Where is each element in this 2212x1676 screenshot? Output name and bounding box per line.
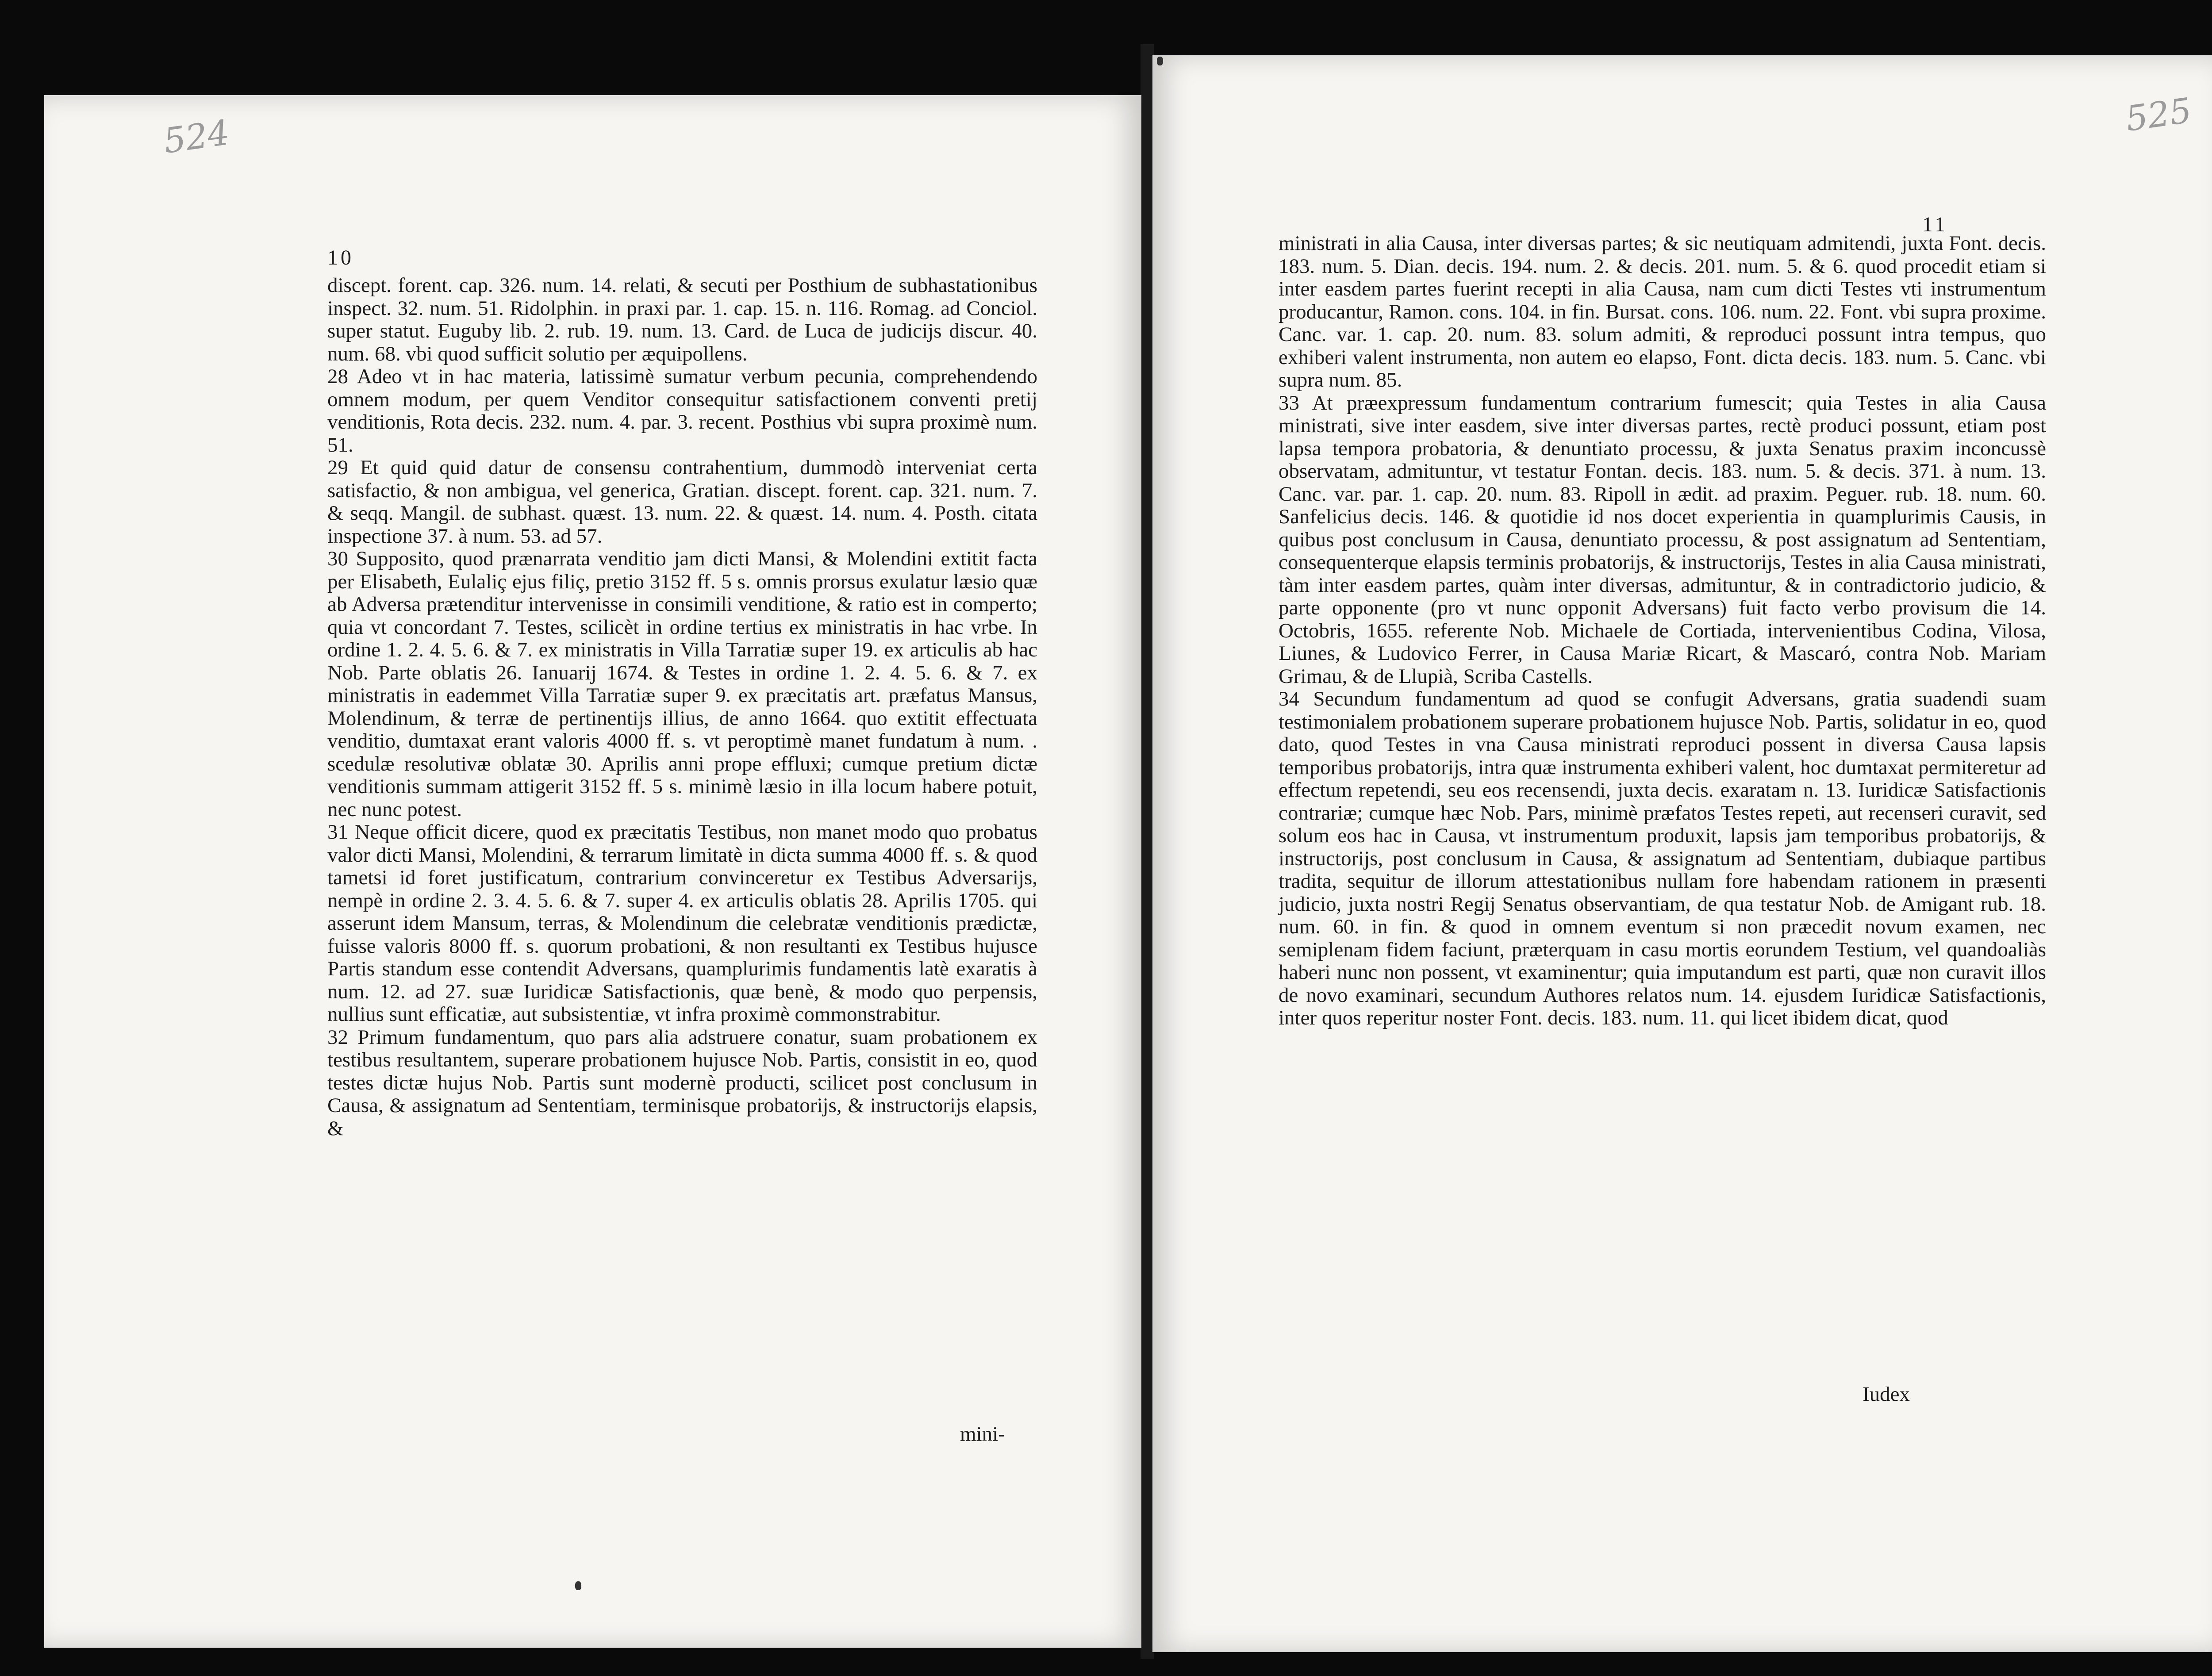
ink-blot — [575, 1581, 581, 1590]
paragraph: 33 At præexpressum fundamentum contrarium fumescit; quia Testes in alia Causa ministrati, sive inter easdem, sive inter diversas partes, rectè produci possunt, etiam post lapsa tempora probatoria, & denuntiato processu, & juxta Senatus praxim inconcussè observatam, admituntur, vt testatur Fontan. decis. 183. num. 5. & decis. 371. à num. 13. Canc. var. par. 1. cap. 20. num. 83. Ripoll in ædit. ad praxim. Peguer. rub. 18. num. 60. Sanfelicius decis. 146. & quotidie id nos docet experientia in quamplurimis Causis, in quibus post conclusum in Causa, denuntiato processu, & post assignatum ad Sententiam, consequenterque elapsis terminis probatorijs, & instructorijs, Testes in alia Causa ministrati, tàm inter easdem partes, quàm inter diversas, admituntur, & in contradictorio judicio, & parte opponente (pro vt nunc opponit Adversans) fuit facto verbo provisum die 14. Octobris, 1655. referente Nob. Michaele de Cortiada, intervenientibus Codina, Vilosa, Liunes, & Ludovico Ferrer, in Causa Mariæ Ricart, & Mascaró, contra Nob. Mariam Grimau, & de Llupià, Scriba Castells. — [1279, 391, 2046, 688]
paragraph: 30 Supposito, quod prænarrata venditio jam dicti Mansi, & Molendini extitit facta per Elisabeth, Eulaliç ejus filiç, pretio 3152 ff. 5 s. omnis prorsus exulatur læsio quæ ab Adversa prætenditur intervenisse in consimili venditione, & ratio est in comperto; quia vt concordant 7. Testes, scilicèt in ordine tertius ex ministratis in hac vrbe. In ordine 1. 2. 4. 5. 6. & 7. ex ministratis in Villa Tarratiæ super 19. ex articulis ab hac Nob. Parte oblatis 26. Ianuarij 1674. & Testes in ordine 1. 2. 4. 5. 6. & 7. ex ministratis in eademmet Villa Tarratiæ super 9. ex præcitatis art. præfatus Mansus, Molendinum, & terræ de pertinentijs illius, de anno 1664. quo extitit effectuata venditio, dumtaxat erant valoris 4000 ff. s. vt peroptimè manet fundatum à num. . scedulæ resolutivæ oblatæ 30. Aprilis anni prope effluxi; cumque pretium dictæ venditionis summam attigerit 3152 ff. 5 s. minimè læsio in illa locum habere potuit, nec nunc potest. — [327, 547, 1037, 821]
ink-blot — [1157, 57, 1163, 65]
paragraph: 32 Primum fundamentum, quo pars alia adstruere conatur, suam probationem ex testibus resultantem, superare probationem hujusce Nob. Partis, consistit in eo, quod testes dictæ hujus Nob. Partis sunt modernè producti, scilicet post conclusum in Causa, & assignatum ad Sententiam, terminisque probatorijs, & instructorijs elapsis, & — [327, 1025, 1037, 1140]
handwritten-folio-number: 525 — [2123, 91, 2194, 139]
right-page — [1152, 55, 2212, 1652]
body-text — [1279, 232, 2046, 1030]
paragraph: 31 Neque officit dicere, quod ex præcitatis Testibus, non manet modo quo probatus valor dicti Mansi, Molendini, & terrarum limitatè in dicta summa 4000 ff. s. & quod tametsi id foret justificatum, contrarium convinceretur ex Testibus Adversarijs, nempè in ordine 2. 3. 4. 5. 6. & 7. super 4. ex articulis oblatis 28. Aprilis 1705. qui asserunt idem Mansum, terras, & Molendinum die celebratæ venditionis prædictæ, fuisse valoris 8000 ff. s. quorum probationi, & non resultanti ex Testibus hujusce Partis standum esse contendit Adversans, quamplurimis fundamentis latè exaratis à num. 12. ad 27. suæ Iuridicæ Satisfactionis, quæ benè, & modo quo perpensis, nullius sunt efficatiæ, aut subsistentiæ, vt infra proximè commonstrabitur. — [327, 821, 1037, 1026]
paragraph: discept. forent. cap. 326. num. 14. relati, & secuti per Posthium de subhastationibus inspect. 32. num. 51. Ridolphin. in praxi par. 1. cap. 15. n. 116. Romag. ad Conciol. super statut. Euguby lib. 2. rub. 19. num. 13. Card. de Luca de judicijs discur. 40. num. 68. vbi quod sufficit solutio per æquipollens. — [327, 274, 1037, 365]
left-page — [44, 95, 1141, 1648]
paragraph: 34 Secundum fundamentum ad quod se confugit Adversans, gratia suadendi suam testimonialem probationem superare probationem hujusce Nob. Partis, solidatur in eo, quod dato, quod Testes in vna Causa ministrati reproduci possent in diversa Causa lapsis temporibus probatorijs, intra quæ instrumenta exhiberi valent, hoc dumtaxat permiteretur ad effectum repetendi, seu eos recensendi, juxta decis. exaratam n. 13. Iuridicæ Satisfactionis contrariæ; cumque hæc Nob. Pars, minimè præfatos Testes repeti, aut recenseri curavit, sed solum eos hac in Causa, vt instrumentum produxit, lapsis jam temporibus probatorijs, & instructorijs, post conclusum in Causa, & assignatum ad Sententiam, dubiaque partibus tradita, sequitur de illorum attestationibus nullam fore habendam rationem in præsenti judicio, juxta nostri Regij Senatus observantiam, de qua testatur Nob. de Amigant rub. 18. num. 60. in fin. & quod in omnem eventum si non præcedit novum examen, nec semiplenam fidem faciunt, præterquam in casu mortis eorundem Testium, vel quandoaliàs haberi nunc non possent, vt examinentur; quia imputandum est parti, quæ non curavit illos de novo examinari, secundum Authores relatos num. 14. ejusdem Iuridicæ Satisfactionis, inter quos reperitur noster Font. decis. 183. num. 11. qui licet ibidem dicat, quod — [1279, 687, 2046, 1029]
book-gutter — [1141, 44, 1154, 1659]
catchword: Iudex — [1863, 1383, 1910, 1406]
catchword: mini- — [960, 1423, 1005, 1446]
body-text — [327, 274, 1037, 1140]
page-number: 10 — [327, 246, 354, 269]
handwritten-folio-number: 524 — [161, 113, 232, 161]
paragraph: 29 Et quid quid datur de consensu contrahentium, dummodò interveniat certa satisfactio, & non ambigua, vel generica, Gratian. discept. forent. cap. 321. num. 7. & seqq. Mangil. de subhast. quæst. 13. num. 22. & quæst. 14. num. 4. Posth. citata inspectione 37. à num. 53. ad 57. — [327, 456, 1037, 548]
paragraph: ministrati in alia Causa, inter diversas partes; & sic neutiquam admitendi, juxta Font. decis. 183. num. 5. Dian. decis. 194. num. 2. & decis. 201. num. 5. & 6. quod procedit etiam si inter easdem partes fuerint recepti in alia Causa, nam cum dicti Testes vti instrumentum producantur, Ramon. cons. 104. in fin. Bursat. cons. 106. num. 22. Font. vbi supra proxime. Canc. var. 1. cap. 20. num. 83. solum admiti, & reproduci possunt intra tempus, quo exhiberi valent instrumenta, non autem eo elapso, Font. dicta decis. 183. num. 5. Canc. vbi supra num. 85. — [1279, 232, 2046, 391]
page-number: 11 — [1922, 213, 1948, 236]
paragraph: 28 Adeo vt in hac materia, latissimè sumatur verbum pecunia, comprehendendo omnem modum, per quem Venditor consequitur satisfactionem conventi pretij venditionis, Rota decis. 232. num. 4. par. 3. recent. Posthius vbi supra proximè num. 51. — [327, 365, 1037, 456]
